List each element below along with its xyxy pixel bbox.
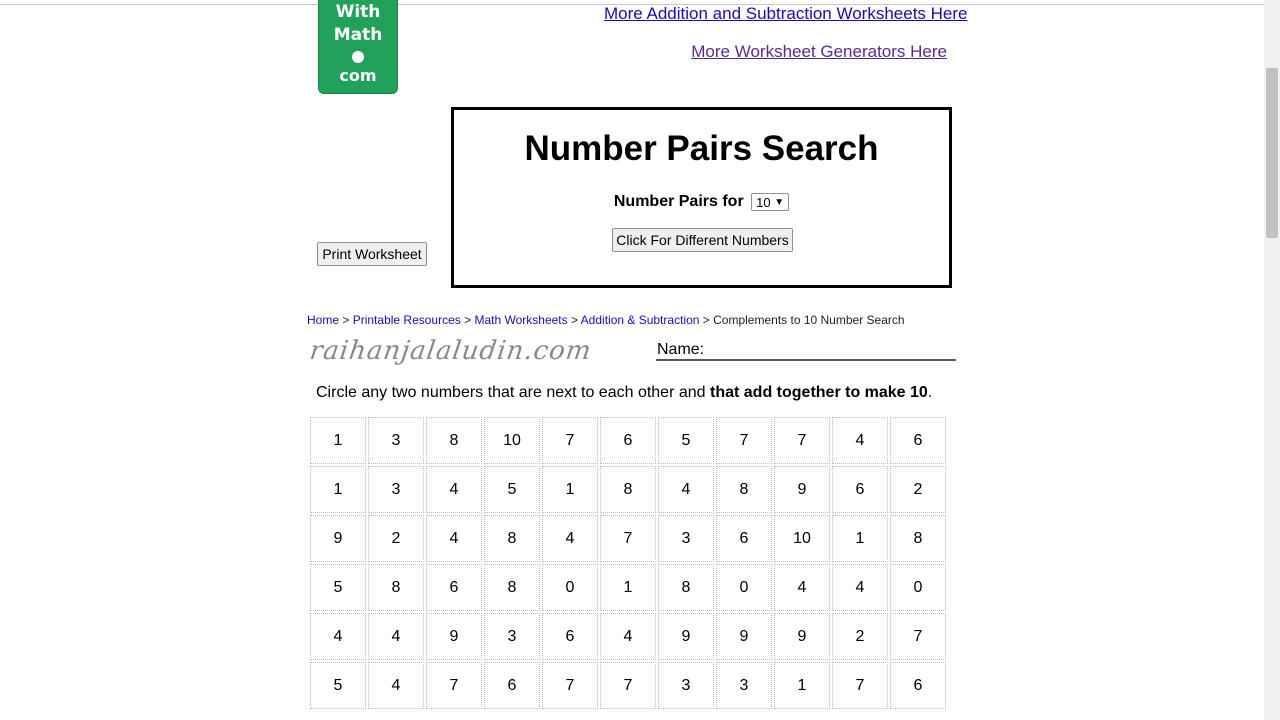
grid-cell: 8 [600, 466, 656, 513]
number-pairs-select[interactable] [751, 193, 789, 211]
name-label: Name: [657, 341, 705, 358]
logo-text-com: com [339, 66, 377, 85]
grid-cell: 2 [368, 515, 424, 562]
more-generators-link[interactable]: More Worksheet Generators Here [691, 42, 947, 61]
grid-cell: 7 [600, 515, 656, 562]
breadcrumb-separator: > [464, 313, 472, 327]
logo-text-with: With [335, 2, 381, 22]
breadcrumb [307, 313, 905, 327]
page-title: Number Pairs Search [524, 129, 879, 168]
grid-cell: 10 [484, 417, 540, 464]
grid-cell: 2 [890, 466, 946, 513]
grid-cell: 4 [832, 417, 888, 464]
number-grid-table [308, 415, 948, 711]
grid-cell: 4 [542, 515, 598, 562]
breadcrumb-addition-subtraction[interactable]: Addition & Subtraction [580, 313, 700, 327]
number-pairs-selected-value: 10 [756, 195, 771, 210]
grid-cell: 6 [484, 662, 540, 709]
grid-row [310, 466, 946, 513]
breadcrumb-separator: > [570, 313, 578, 327]
grid-cell: 9 [658, 613, 714, 660]
number-pairs-label: Number Pairs for [613, 193, 744, 211]
grid-cell: 8 [484, 515, 540, 562]
grid-cell: 1 [310, 466, 366, 513]
grid-cell: 3 [368, 417, 424, 464]
grid-cell: 9 [426, 613, 482, 660]
breadcrumb-printable-resources[interactable]: Printable Resources [352, 313, 461, 327]
grid-cell: 4 [426, 466, 482, 513]
grid-cell: 5 [484, 466, 540, 513]
grid-cell: 3 [658, 662, 714, 709]
logo-text-math: Math [333, 25, 383, 45]
grid-cell: 1 [774, 662, 830, 709]
grid-cell: 4 [426, 515, 482, 562]
grid-cell: 0 [542, 564, 598, 611]
grid-cell: 9 [716, 613, 772, 660]
grid-cell: 6 [716, 515, 772, 562]
grid-cell: 4 [832, 564, 888, 611]
grid-cell: 4 [368, 613, 424, 660]
grid-cell: 7 [542, 417, 598, 464]
breadcrumb-home[interactable]: Home [307, 313, 340, 327]
grid-cell: 6 [600, 417, 656, 464]
grid-cell: 0 [890, 564, 946, 611]
grid-cell: 0 [716, 564, 772, 611]
more-addition-subtraction-link[interactable]: More Addition and Subtraction Worksheets Here [604, 4, 968, 23]
grid-cell: 4 [368, 662, 424, 709]
grid-cell: 9 [774, 613, 830, 660]
grid-cell: 7 [774, 417, 830, 464]
grid-row [310, 564, 946, 611]
grid-cell: 3 [716, 662, 772, 709]
grid-cell: 7 [890, 613, 946, 660]
grid-cell: 6 [890, 417, 946, 464]
grid-cell: 1 [310, 417, 366, 464]
grid-cell: 8 [426, 417, 482, 464]
instructions-emphasis: that add together to make 10 [710, 384, 928, 401]
grid-cell: 7 [426, 662, 482, 709]
grid-cell: 4 [600, 613, 656, 660]
chevron-down-icon: ▼ [774, 197, 785, 208]
grid-row [310, 613, 946, 660]
grid-cell: 8 [890, 515, 946, 562]
breadcrumb-separator: > [342, 313, 350, 327]
site-logo[interactable] [318, 0, 398, 94]
grid-cell: 1 [832, 515, 888, 562]
grid-cell: 6 [426, 564, 482, 611]
watermark-text: raihanjalaludin.com [307, 336, 594, 366]
grid-row [310, 515, 946, 562]
name-line [656, 359, 956, 361]
number-grid [308, 415, 956, 720]
breadcrumb-separator: > [702, 313, 710, 327]
vertical-scrollbar[interactable] [1264, 0, 1280, 720]
grid-cell: 8 [658, 564, 714, 611]
grid-cell: 10 [774, 515, 830, 562]
grid-row [310, 662, 946, 709]
grid-cell: 7 [600, 662, 656, 709]
grid-cell: 4 [658, 466, 714, 513]
grid-cell: 6 [542, 613, 598, 660]
grid-cell: 1 [542, 466, 598, 513]
scrollbar-thumb[interactable] [1266, 68, 1278, 238]
grid-cell: 6 [832, 466, 888, 513]
instructions-period: . [927, 384, 933, 401]
grid-cell: 9 [774, 466, 830, 513]
grid-cell: 5 [658, 417, 714, 464]
different-numbers-button[interactable]: Click For Different Numbers [612, 228, 793, 252]
grid-row [310, 417, 946, 464]
grid-cell: 7 [716, 417, 772, 464]
grid-cell: 5 [310, 662, 366, 709]
grid-cell: 7 [832, 662, 888, 709]
number-pairs-row [454, 193, 949, 211]
grid-cell: 2 [832, 613, 888, 660]
print-worksheet-button[interactable]: Print Worksheet [317, 242, 427, 266]
logo-dot-icon [352, 51, 364, 63]
grid-cell: 8 [368, 564, 424, 611]
grid-cell: 1 [600, 564, 656, 611]
grid-cell: 4 [310, 613, 366, 660]
breadcrumb-current: Complements to 10 Number Search [713, 313, 905, 327]
instructions-text: Circle any two numbers that are next to each other and [316, 384, 710, 401]
worksheet-settings-panel [451, 107, 952, 288]
instructions [316, 384, 932, 402]
grid-cell: 3 [368, 466, 424, 513]
grid-cell: 7 [542, 662, 598, 709]
grid-cell: 9 [310, 515, 366, 562]
grid-cell: 6 [890, 662, 946, 709]
breadcrumb-math-worksheets[interactable]: Math Worksheets [474, 313, 568, 327]
grid-cell: 4 [774, 564, 830, 611]
grid-cell: 8 [716, 466, 772, 513]
grid-cell: 5 [310, 564, 366, 611]
grid-cell: 3 [484, 613, 540, 660]
grid-cell: 8 [484, 564, 540, 611]
grid-cell: 3 [658, 515, 714, 562]
